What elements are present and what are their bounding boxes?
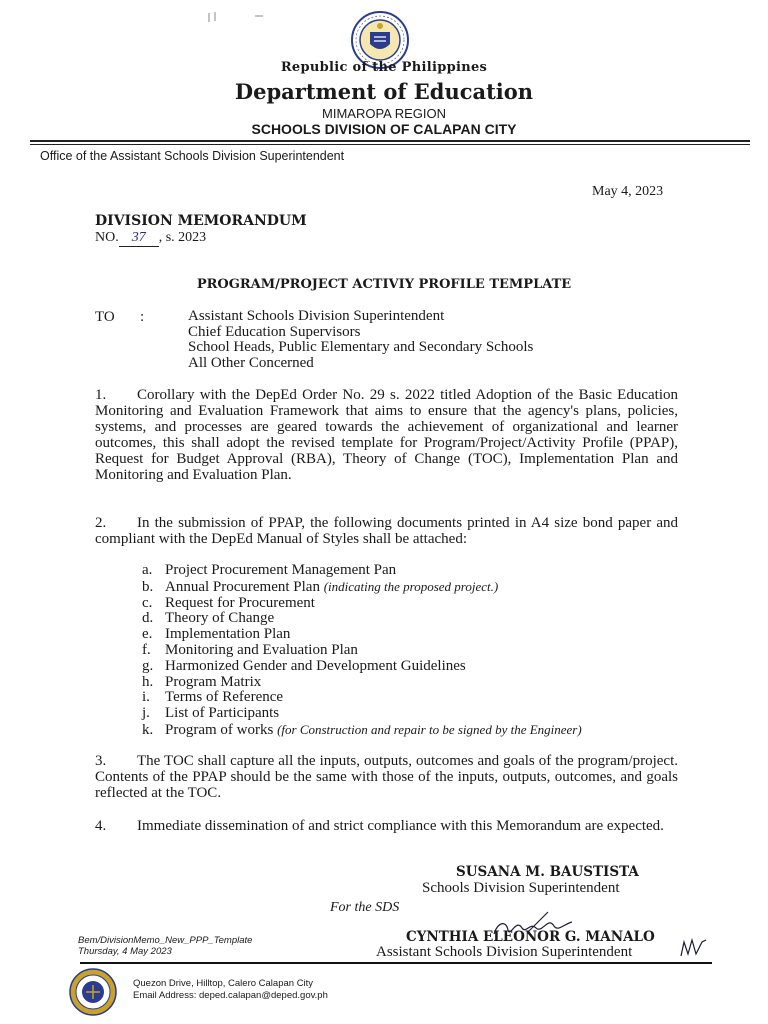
office-label: Office of the Assistant Schools Division Superintendent [40, 149, 345, 163]
footer-email: Email Address: deped.calapan@deped.gov.ph [133, 989, 328, 1001]
footer-rule [80, 962, 712, 964]
memo-number [95, 230, 206, 247]
list-item [142, 643, 582, 659]
paragraph-2 [95, 515, 678, 547]
list-letter: i. [142, 689, 150, 706]
list-letter: a. [142, 562, 153, 578]
for-sds-label: For the SDS [330, 900, 400, 915]
paragraph-text: In the submission of PPAP, the following documents printed in A4 size bond paper and compliant with the DepEd Manual of Styles shall be attached: [95, 515, 678, 547]
paragraph-4 [95, 818, 678, 834]
memo-number-suffix: , s. 2023 [158, 230, 207, 245]
list-item [142, 611, 582, 627]
list-letter: c. [142, 594, 153, 611]
paragraph-number: 2. [95, 515, 107, 531]
recipient-item: Assistant Schools Division Superintendent [188, 308, 445, 324]
recipient-item: School Heads, Public Elementary and Secondary Schools [188, 339, 534, 355]
list-item [142, 579, 582, 596]
list-letter: k. [142, 721, 154, 738]
region-heading: MIMAROPA REGION [322, 106, 446, 121]
paragraph-text: The TOC shall capture all the inputs, outputs, outcomes and goals of the program/project. Contents of the PPAP should be the same with those of the inputs, outputs, outcomes, and goals reflected at the TOC. [95, 753, 678, 801]
list-letter: j. [142, 705, 150, 722]
header-rule-top [30, 140, 750, 142]
list-letter: g. [142, 657, 154, 674]
paragraph-1 [95, 387, 678, 483]
list-text: List of Participants [165, 705, 280, 722]
list-item [142, 659, 582, 675]
footer-address: Quezon Drive, Hilltop, Calero Calapan City [133, 978, 314, 989]
paragraph-text: Immediate dissemination of and strict compliance with this Memorandum are expected. [137, 818, 664, 834]
list-item [142, 563, 582, 579]
list-item [142, 675, 582, 691]
list-text: Monitoring and Evaluation Plan [165, 641, 358, 658]
memo-title: DIVISION MEMORANDUM [95, 213, 307, 229]
list-text: Program of works [165, 721, 278, 738]
paragraph-text: Corollary with the DepEd Order No. 29 s. 2022 titled Adoption of the Basic Education Monitoring and Evaluation Framework that aims to ensure that the agency's plans, policies, systems, and processes are geared towards the achievement of organizational and learner outcomes, this shall adopt the revised template for Program/Project/Activity Profile (PPAP), Request for Budget Approval (RBA), Theory of Change (TOC), Implementation Plan and Monitoring and Evaluation Plan. [95, 387, 678, 483]
memo-date: May 4, 2023 [592, 184, 664, 199]
asds-name: CYNTHIA ELEONOR G. MANALO [406, 929, 655, 945]
sds-name: SUSANA M. BAUSTISTA [456, 864, 639, 880]
handwritten-initials [678, 936, 708, 960]
division-heading: SCHOOLS DIVISION OF CALAPAN CITY [251, 121, 517, 137]
list-item [142, 722, 582, 739]
list-text: Project Procurement Management Pan [165, 562, 397, 578]
reference-info [78, 935, 252, 957]
required-documents-list [142, 563, 582, 739]
list-text: Program Matrix [165, 673, 262, 690]
list-item [142, 690, 582, 706]
list-note: (for Construction and repair to be signed by the Engineer) [277, 721, 582, 737]
memo-number-value: 37 [119, 230, 159, 247]
asds-title: Assistant Schools Division Superintendent [376, 944, 633, 960]
list-letter: b. [142, 578, 154, 595]
list-letter: f. [142, 641, 151, 658]
list-text: Theory of Change [165, 610, 275, 627]
recipient-list [188, 309, 533, 371]
sds-title: Schools Division Superintendent [422, 880, 620, 896]
list-text: Harmonized Gender and Development Guidelines [165, 657, 466, 674]
list-item [142, 706, 582, 722]
list-note: (indicating the proposed project.) [323, 578, 499, 594]
paragraph-3 [95, 753, 678, 801]
list-text: Terms of Reference [165, 689, 284, 706]
to-colon: : [140, 309, 145, 325]
memo-subject: PROGRAM/PROJECT ACTIVIY PROFILE TEMPLATE [196, 277, 572, 292]
reference-file: Bem/DivisionMemo_New_PPP_Template [78, 935, 253, 946]
division-seal-icon [68, 967, 118, 1017]
list-text: Implementation Plan [165, 626, 291, 643]
list-letter: e. [142, 626, 153, 643]
handwritten-mark [205, 10, 265, 24]
header-rule-bottom [30, 144, 750, 145]
footer-address-block [133, 978, 328, 1001]
list-text: Request for Procurement [165, 594, 315, 611]
reference-date: Thursday, 4 May 2023 [78, 946, 172, 957]
paragraph-number: 3. [95, 753, 107, 769]
list-text: Annual Procurement Plan [165, 578, 324, 595]
paragraph-number: 1. [95, 387, 107, 403]
list-item [142, 596, 582, 612]
recipient-item: Chief Education Supervisors [188, 323, 361, 340]
republic-heading: Republic of the Philippines [280, 60, 488, 75]
memo-number-prefix: NO. [95, 230, 119, 245]
list-letter: h. [142, 673, 154, 690]
department-heading: Department of Education [234, 79, 534, 104]
recipient-item: All Other Concerned [188, 354, 314, 371]
to-label: TO [95, 309, 115, 325]
list-item [142, 627, 582, 643]
paragraph-number: 4. [95, 818, 107, 834]
list-letter: d. [142, 610, 154, 627]
